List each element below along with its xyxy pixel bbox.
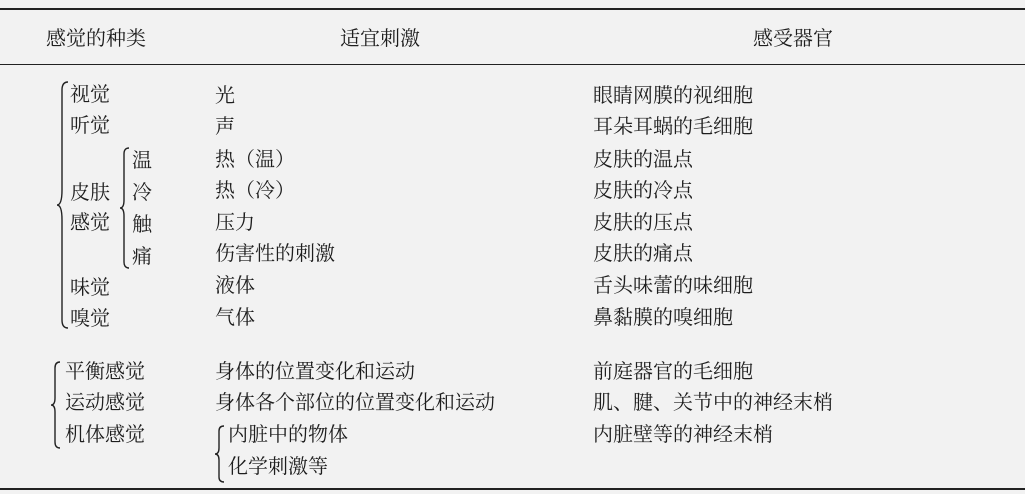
sense-name: 平衡感觉: [65, 359, 145, 383]
table-bottom-rule: [0, 488, 1025, 490]
receptor-text: 舌头味蕾的味细胞: [593, 273, 753, 297]
header-sense-type: 感觉的种类: [46, 26, 146, 50]
sense-name: 视觉: [70, 82, 110, 106]
receptor-text: 肌、腱、关节中的神经末梢: [593, 390, 833, 414]
sense-name: 触: [132, 212, 152, 236]
stimulus-text: 热（温）: [215, 147, 295, 171]
stimulus-text: 气体: [215, 305, 255, 329]
receptor-text: 皮肤的压点: [593, 210, 693, 234]
skin-brace: [119, 146, 131, 270]
outer-brace: [56, 80, 70, 330]
receptor-text: 前庭器官的毛细胞: [593, 359, 753, 383]
stimulus-text: 伤害性的刺激: [215, 241, 335, 265]
sense-name: 味觉: [70, 275, 110, 299]
stimulus-text: 内脏中的物体: [228, 422, 348, 446]
stimulus-text: 光: [215, 83, 235, 107]
stimulus-text: 液体: [215, 273, 255, 297]
sense-name: 冷: [132, 180, 152, 204]
skin-label-line2: 感觉: [70, 210, 110, 234]
receptor-text: 皮肤的温点: [593, 147, 693, 171]
stimulus-text: 身体的位置变化和运动: [215, 359, 415, 383]
sense-name: 嗅觉: [70, 306, 110, 330]
stimulus-text: 声: [215, 114, 235, 138]
receptor-text: 皮肤的冷点: [593, 178, 693, 202]
sense-name: 运动感觉: [65, 390, 145, 414]
header-stimulus: 适宜刺激: [340, 26, 420, 50]
header-receptor: 感受器官: [753, 26, 833, 50]
skin-label-line1: 皮肤: [70, 180, 110, 204]
stimulus-text: 化学刺激等: [228, 454, 328, 478]
receptor-text: 内脏壁等的神经末梢: [593, 422, 773, 446]
stimulus-text: 压力: [215, 210, 255, 234]
sense-name: 机体感觉: [65, 422, 145, 446]
stimulus-text: 身体各个部位的位置变化和运动: [215, 390, 495, 414]
receptor-text: 耳朵耳蜗的毛细胞: [593, 114, 753, 138]
header-rule: [0, 64, 1025, 65]
visceral-brace: [214, 424, 226, 484]
bottom-brace: [50, 360, 62, 450]
stimulus-text: 热（冷）: [215, 178, 295, 202]
sense-name: 温: [132, 148, 152, 172]
receptor-text: 眼睛网膜的视细胞: [593, 83, 753, 107]
sense-name: 痛: [132, 244, 152, 268]
table-top-rule: [0, 8, 1025, 10]
receptor-text: 皮肤的痛点: [593, 241, 693, 265]
sense-name: 听觉: [70, 113, 110, 137]
receptor-text: 鼻黏膜的嗅细胞: [593, 305, 733, 329]
